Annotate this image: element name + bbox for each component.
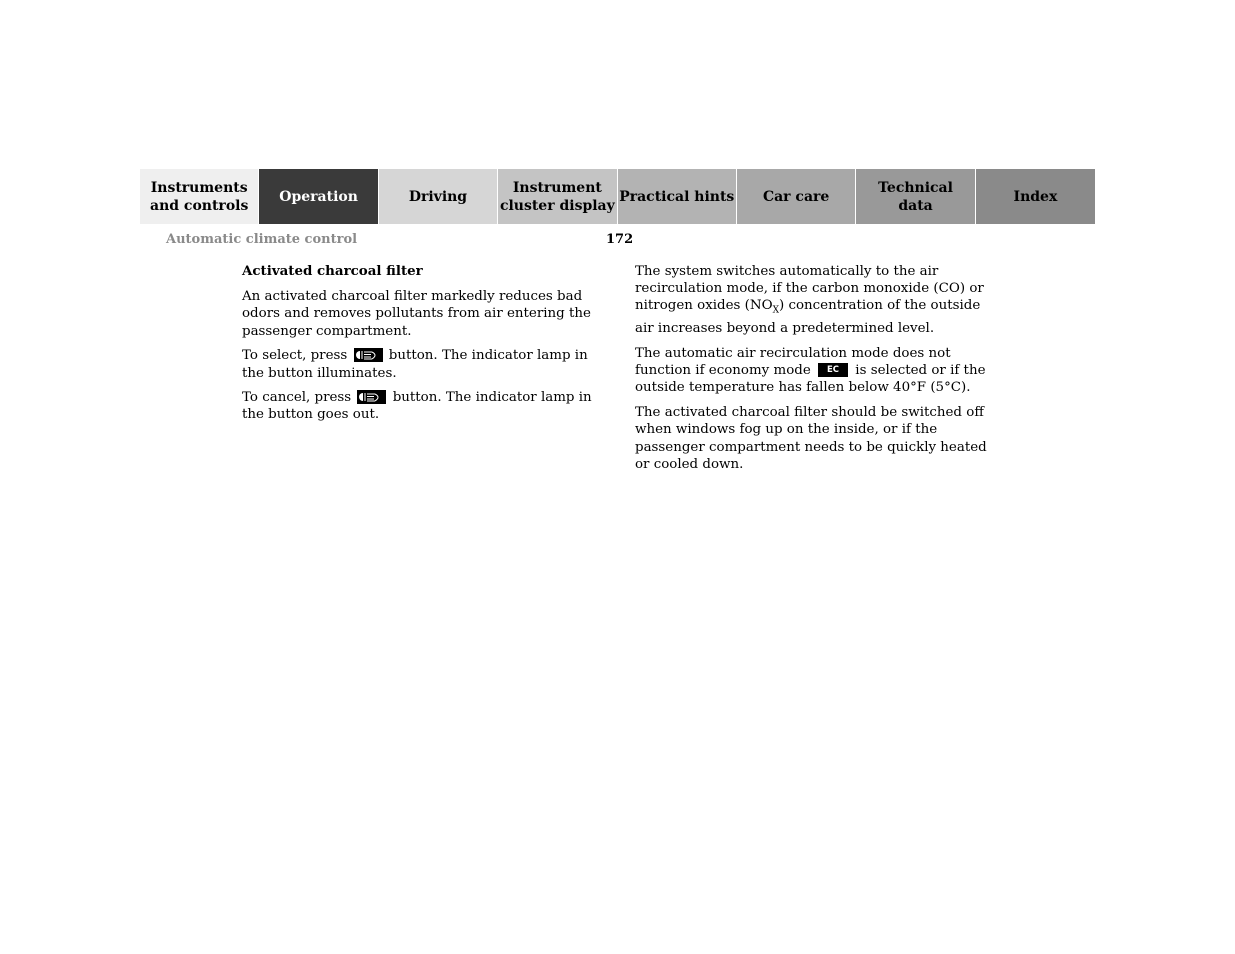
- tab-practical-hints[interactable]: Practical hints: [618, 169, 737, 224]
- para2-text-a: The automatic air recirculation mode does not function if economy mode: [635, 345, 951, 379]
- paragraph-recirculation-limits: [635, 345, 995, 397]
- paragraph-switch-off-advice: The activated charcoal filter should be switched off when windows fog up on the inside, or if the passenger compartment needs to be quickly heated or cooled down.: [635, 405, 987, 472]
- section-heading: Activated charcoal filter: [242, 263, 423, 279]
- para1-text-a: The system switches automatically to the air recirculation mode, if the carbon monoxide (CO) or nitrogen oxides (NO: [635, 264, 984, 314]
- tab-instrument-cluster-display[interactable]: Instrument cluster display: [498, 169, 617, 224]
- right-column: [635, 263, 995, 480]
- section-title: Automatic climate control: [166, 232, 358, 247]
- paragraph-cancel: [242, 389, 602, 423]
- section-tab-bar: [140, 169, 1095, 224]
- paragraph-auto-recirculation: [635, 263, 995, 337]
- paragraph-intro: An activated charcoal filter markedly reduces bad odors and removes pollutants from air entering the passenger compartment.: [242, 289, 591, 339]
- para1-text-b: ) concentration of the outside air increases beyond a predetermined level.: [635, 298, 981, 337]
- tab-index[interactable]: Index: [976, 169, 1095, 224]
- charcoal-filter-button-icon: [357, 390, 386, 404]
- economy-mode-button-icon: EC: [818, 363, 848, 377]
- left-column: [242, 263, 602, 431]
- page-number: 172: [606, 232, 634, 247]
- tab-instruments-and-controls[interactable]: Instruments and controls: [140, 169, 259, 224]
- select-text-pre: To select, press: [242, 348, 348, 364]
- para2-text-b: is selected or if the outside temperature has fallen below 40°F (5°C).: [635, 363, 986, 396]
- nox-subscript: X: [772, 306, 779, 317]
- paragraph-select: [242, 347, 602, 381]
- cancel-text-pre: To cancel, press: [242, 390, 352, 406]
- select-text-post: button. The indicator lamp in the button illuminates.: [242, 348, 588, 381]
- tab-operation[interactable]: Operation: [259, 169, 378, 224]
- cancel-text-post: button. The indicator lamp in the button goes out.: [242, 390, 592, 423]
- tab-driving[interactable]: Driving: [379, 169, 498, 224]
- tab-car-care[interactable]: Car care: [737, 169, 856, 224]
- charcoal-filter-button-icon: [354, 348, 383, 362]
- tab-technical-data[interactable]: Technical data: [856, 169, 975, 224]
